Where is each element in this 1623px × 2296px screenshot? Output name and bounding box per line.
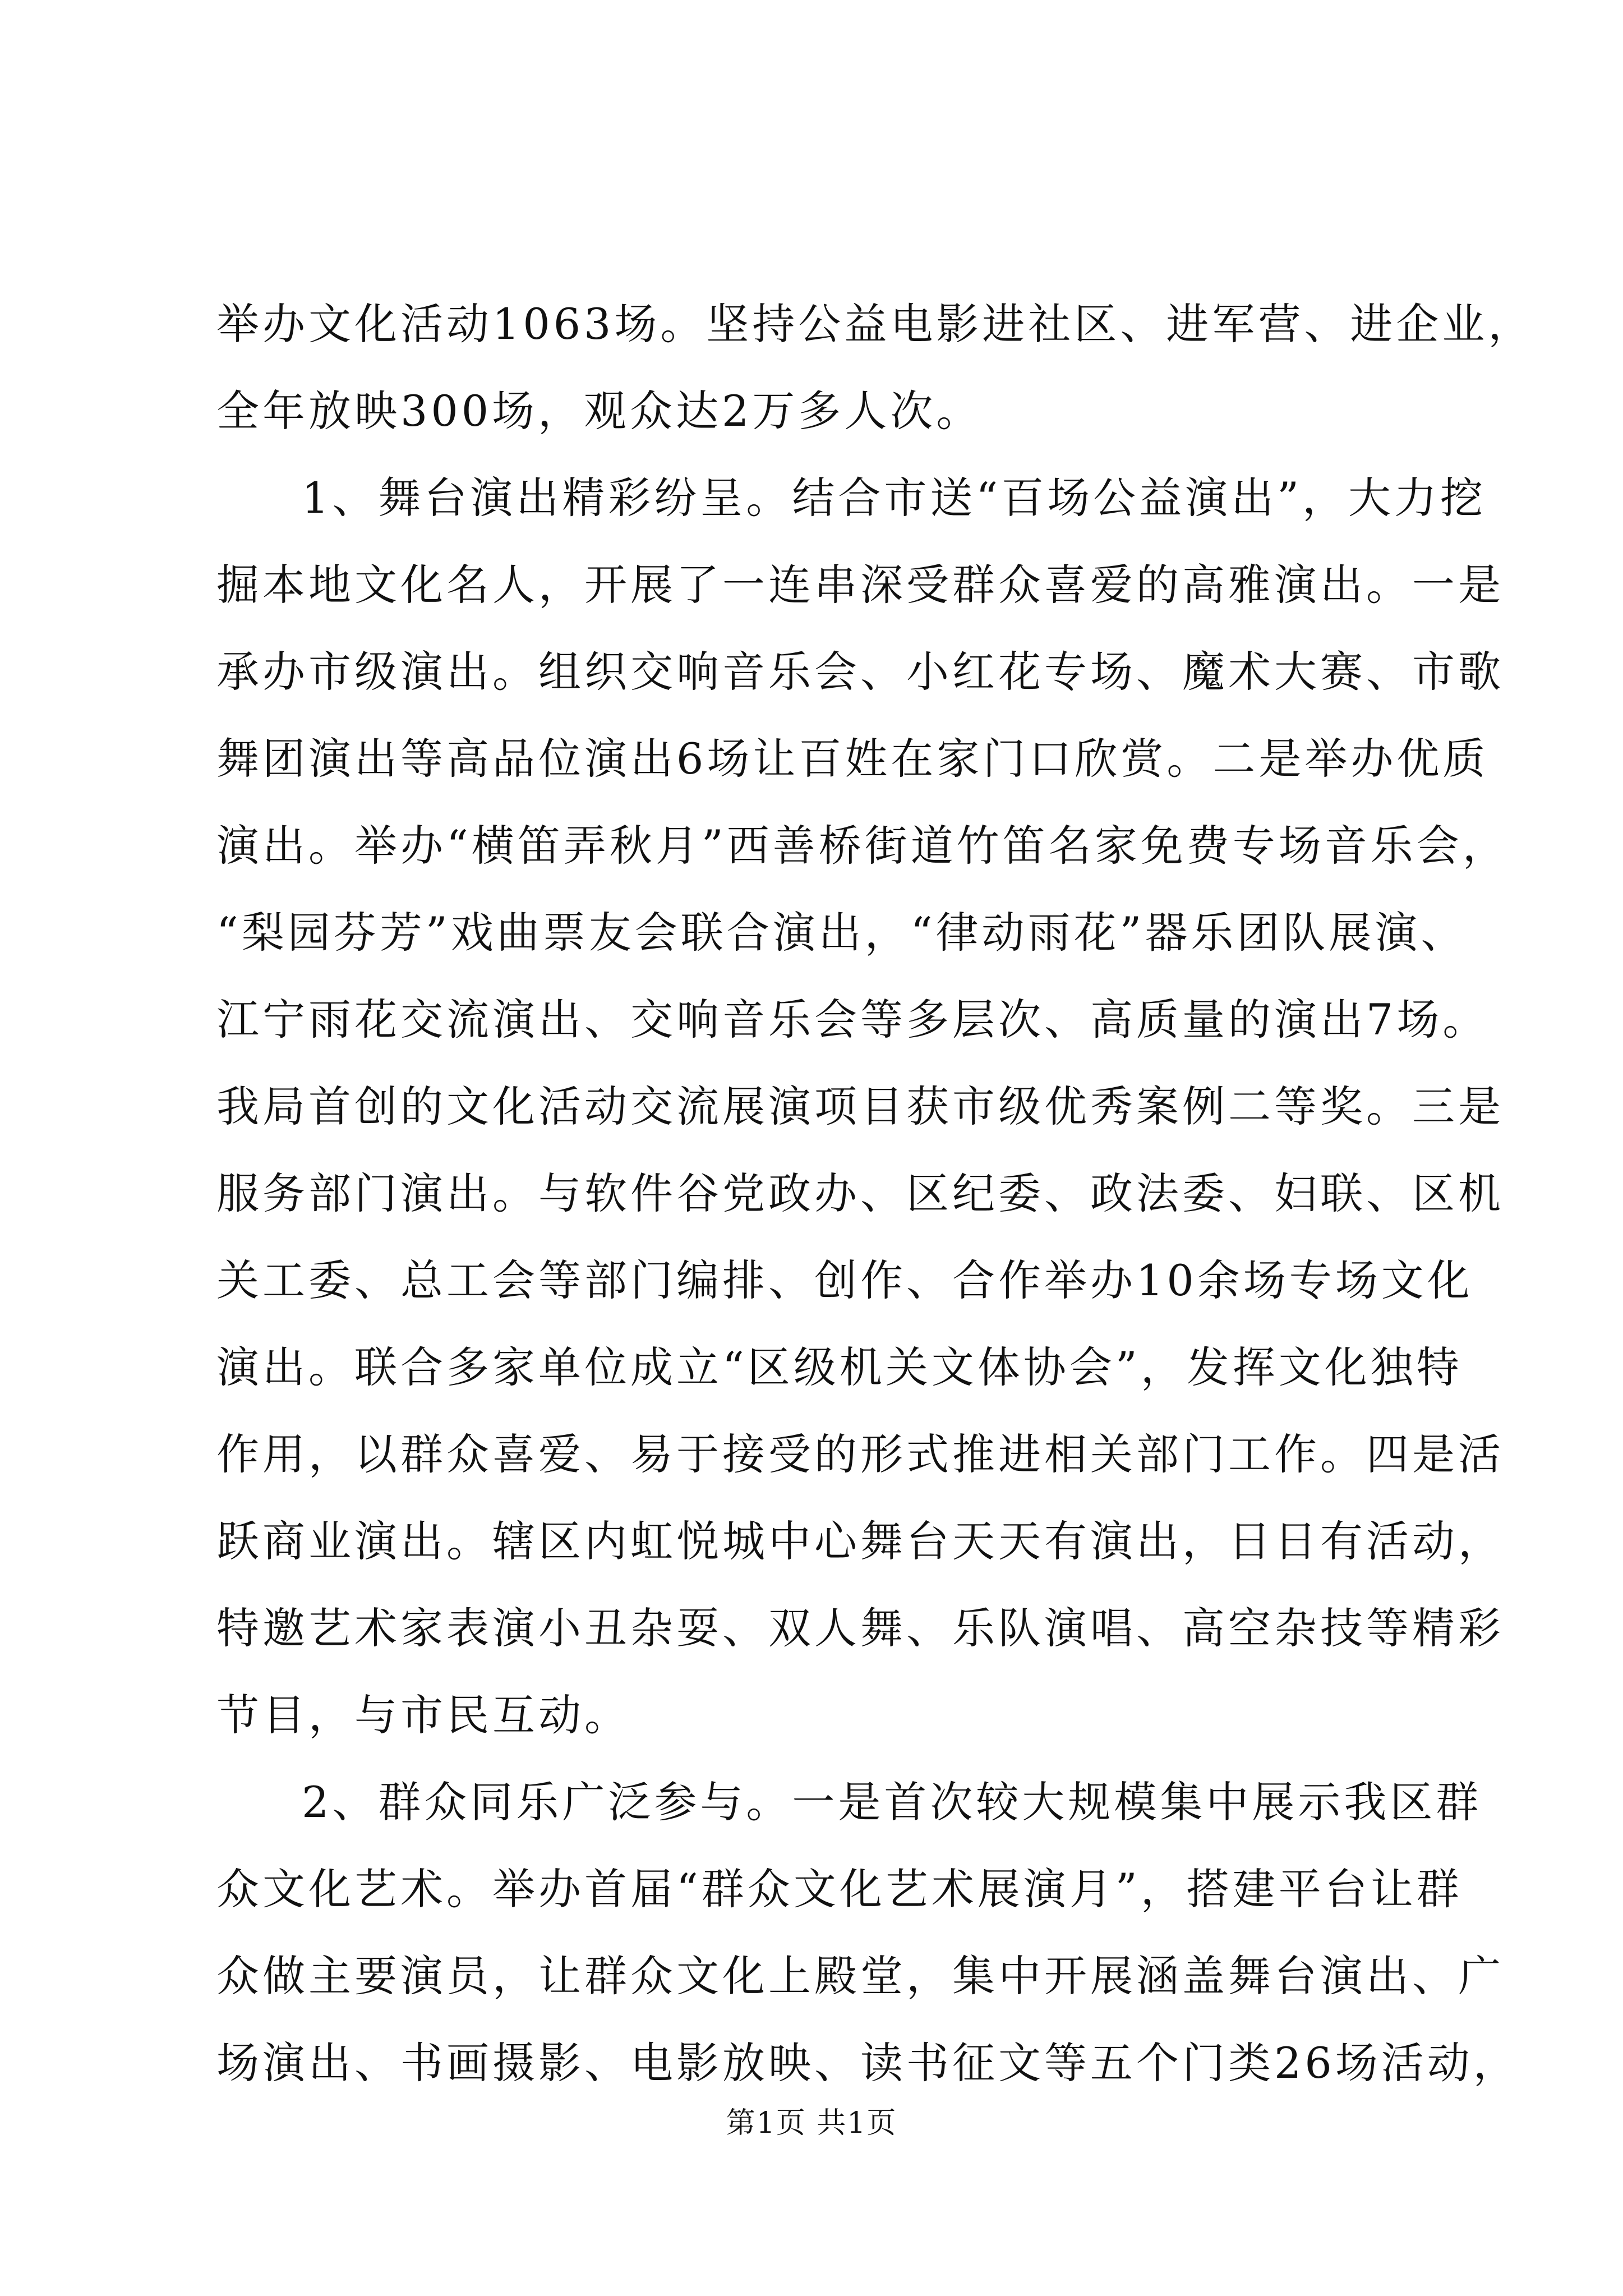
text-line: “梨园芬芳”戏曲票友会联合演出，“律动雨花”器乐团队展演、 <box>216 908 1467 958</box>
text-line: 跃商业演出。辖区内虹悦城中心舞台天天有演出，日日有活动， <box>216 1516 1504 1566</box>
text-line: 节目，与市民互动。 <box>216 1690 630 1740</box>
page-footer: 第1页 共1页 <box>726 2106 897 2140</box>
text-line: 服务部门演出。与软件谷党政办、区纪委、政法委、妇联、区机 <box>216 1168 1504 1218</box>
text-line: 作用，以群众喜爱、易于接受的形式推进相关部门工作。四是活 <box>216 1429 1504 1479</box>
paragraph-start-line: 1、舞台演出精彩纷呈。结合市送“百场公益演出”，大力挖 <box>302 473 1487 523</box>
text-line: 演出。举办“横笛弄秋月”西善桥街道竹笛名家免费专场音乐会， <box>216 821 1509 871</box>
text-line: 众文化艺术。举办首届“群众文化艺术展演月”，搭建平台让群 <box>216 1864 1463 1914</box>
document-body <box>216 280 1534 2106</box>
text-line: 掘本地文化名人，开展了一连串深受群众喜爱的高雅演出。一是 <box>216 560 1504 610</box>
text-line: 承办市级演出。组织交响音乐会、小红花专场、魔术大赛、市歌 <box>216 647 1504 697</box>
text-line: 江宁雨花交流演出、交响音乐会等多层次、高质量的演出7场。 <box>216 995 1489 1045</box>
text-line: 众做主要演员，让群众文化上殿堂，集中开展涵盖舞台演出、广 <box>216 1951 1504 2001</box>
text-line: 全年放映300场，观众达2万多人次。 <box>216 386 983 436</box>
text-line: 舞团演出等高品位演出6场让百姓在家门口欣赏。二是举办优质 <box>216 734 1489 784</box>
text-line: 场演出、书画摄影、电影放映、读书征文等五个门类26场活动， <box>216 2038 1519 2088</box>
text-line: 我局首创的文化活动交流展演项目获市级优秀案例二等奖。三是 <box>216 1082 1504 1131</box>
text-line: 特邀艺术家表演小丑杂耍、双人舞、乐队演唱、高空杂技等精彩 <box>216 1603 1504 1653</box>
paragraph-start-line: 2、群众同乐广泛参与。一是首次较大规模集中展示我区群 <box>302 1777 1482 1827</box>
text-line: 举办文化活动1063场。坚持公益电影进社区、进军营、进企业， <box>216 299 1534 349</box>
text-line: 演出。联合多家单位成立“区级机关文体协会”，发挥文化独特 <box>216 1342 1463 1392</box>
text-line: 关工委、总工会等部门编排、创作、合作举办10余场专场文化 <box>216 1255 1473 1305</box>
